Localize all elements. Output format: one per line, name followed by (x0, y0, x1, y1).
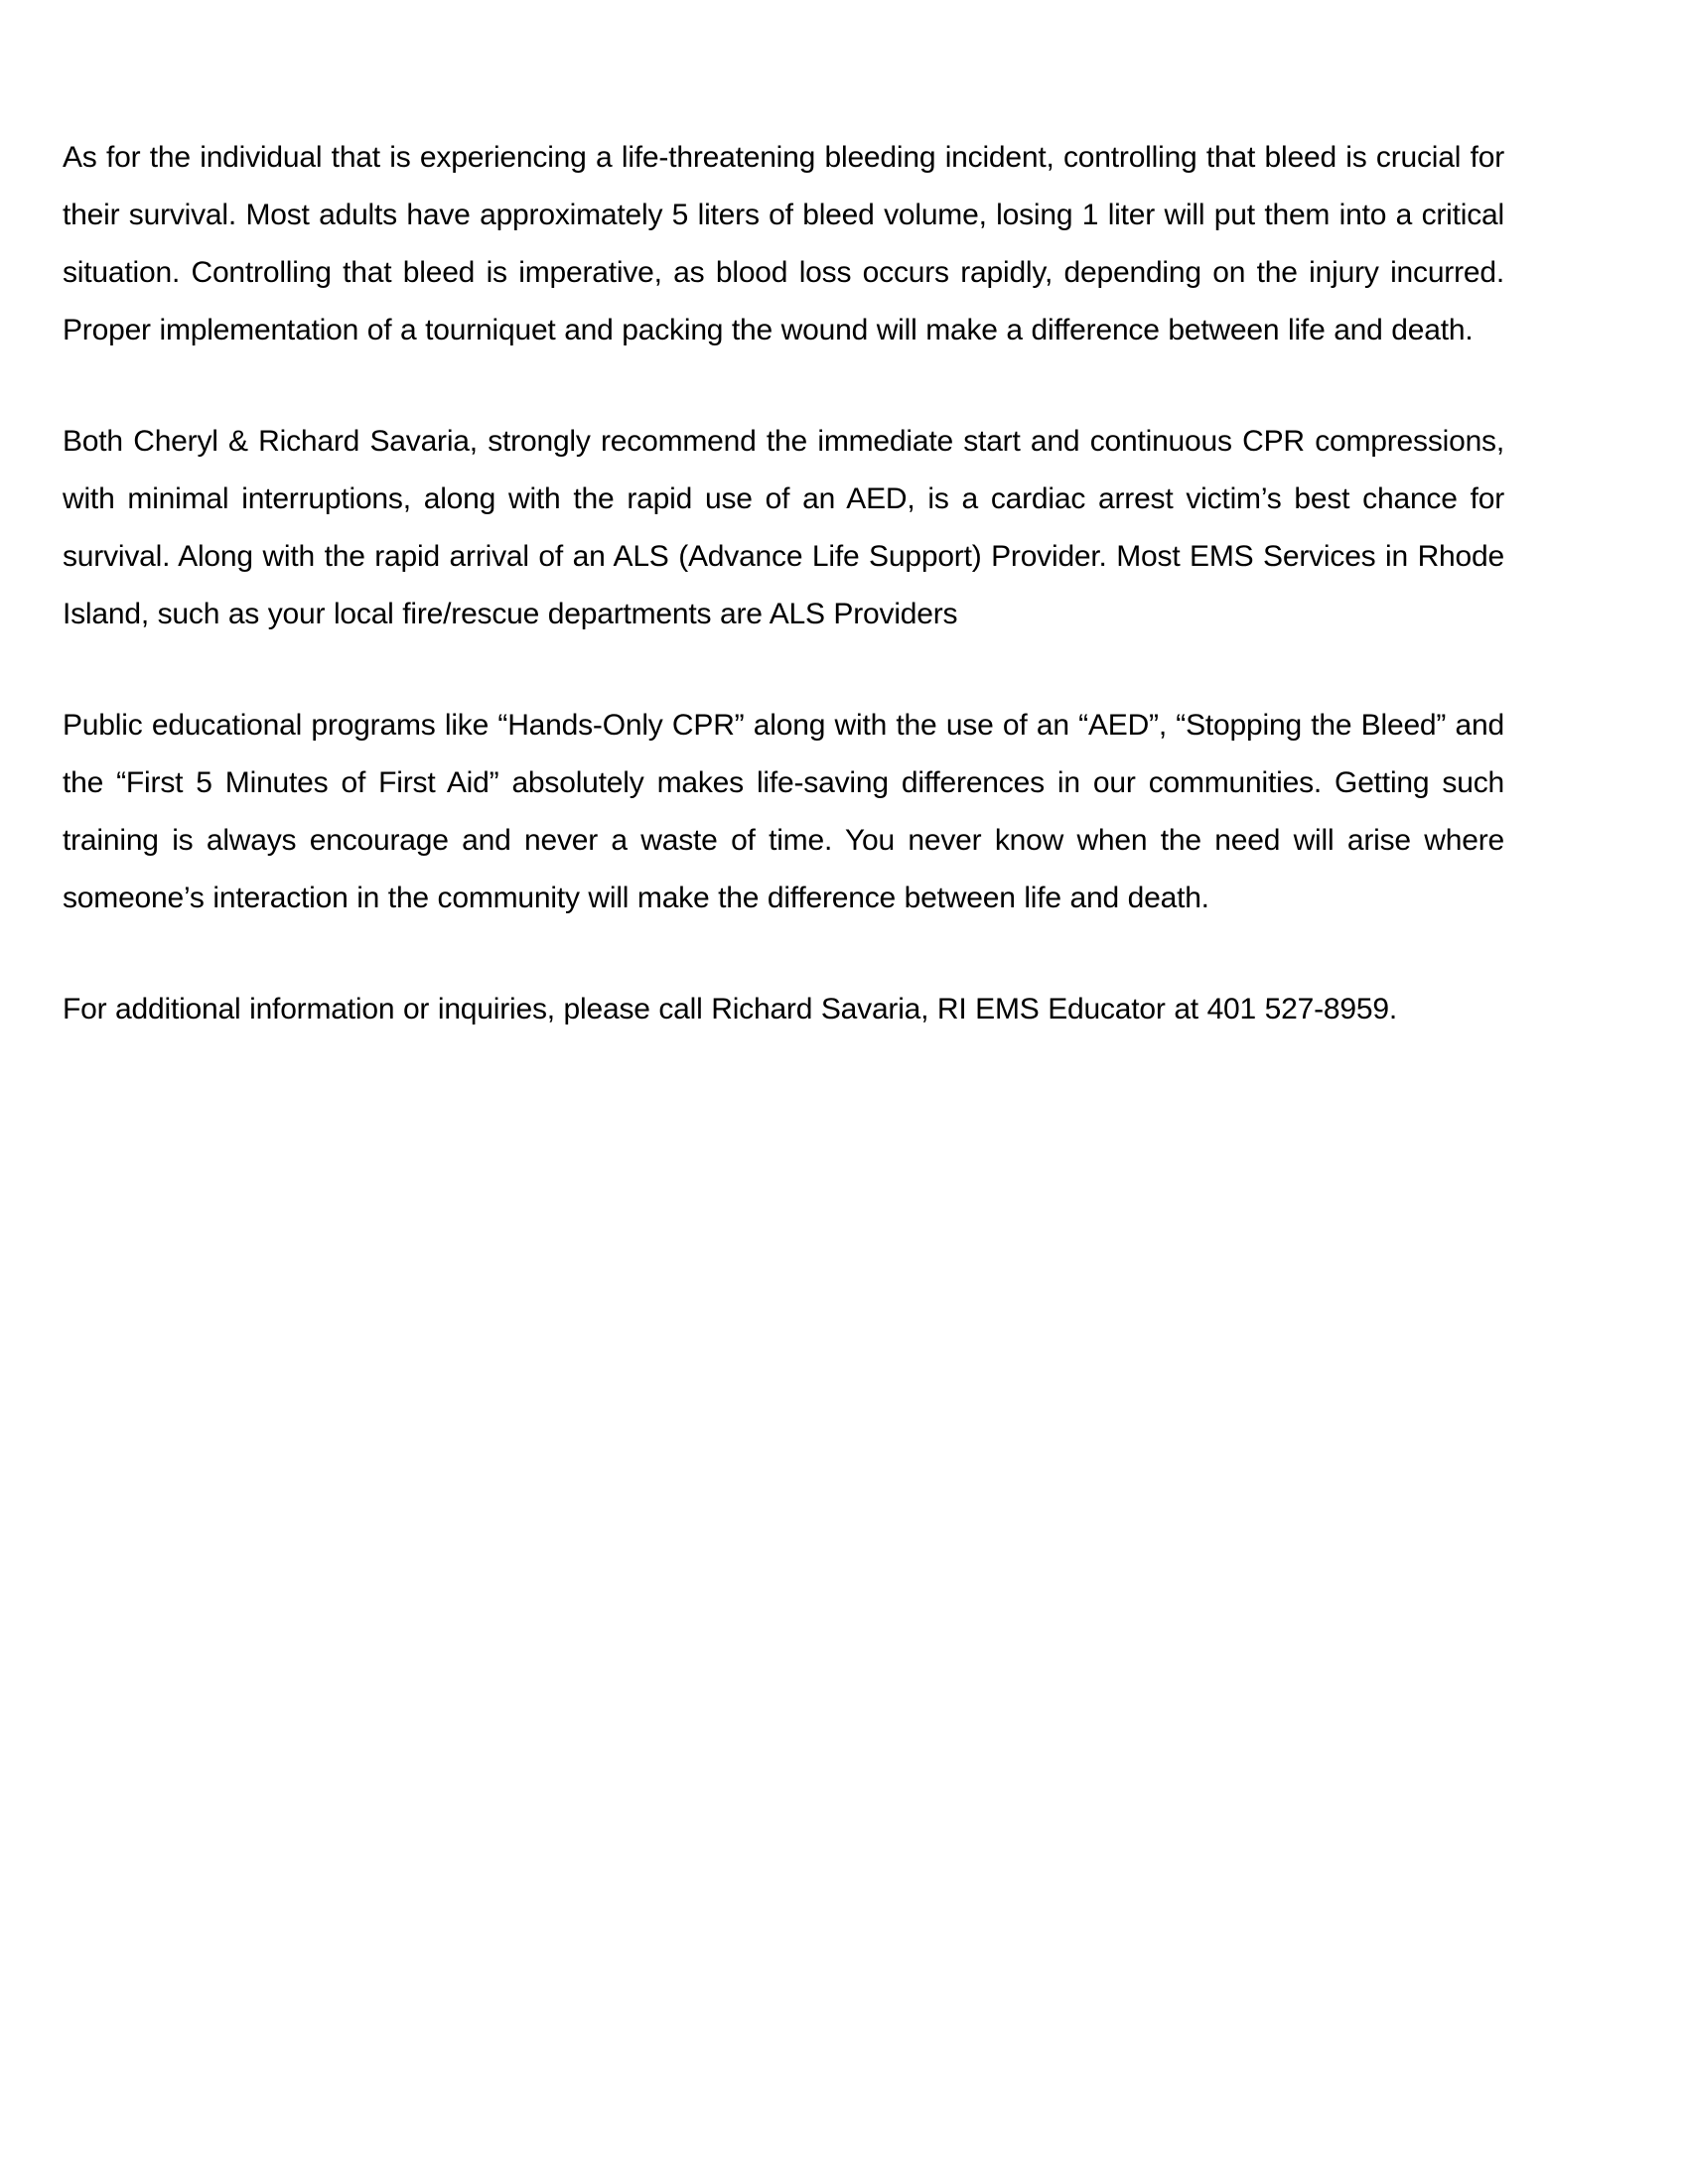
paragraph-bleeding-control: As for the individual that is experiencing a life-threatening bleeding incident, controlling that bleed is crucial for their survival. Most adults have approximately 5 liters of bleed volume, losing 1 liter will put them into a critical situation. Controlling that bleed is imperative, as blood loss occurs rapidly, depending on the injury incurred. Proper implementation of a tourniquet and packing the wound will make a difference between life and death. (63, 141, 1504, 346)
paragraph-public-education-programs: Public educational programs like “Hands-Only CPR” along with the use of an “AED”, “Stopping the Bleed” and the “First 5 Minutes of First Aid” absolutely makes life-saving differences in our communities. Getting such training is always encourage and never a waste of time. You never know when the need will arise where someone’s interaction in the community will make the difference between life and death. (63, 709, 1504, 914)
paragraph-cpr-aed-recommendation: Both Cheryl & Richard Savaria, strongly recommend the immediate start and continuous CPR compressions, with minimal interruptions, along with the rapid use of an AED, is a cardiac arrest victim’s best chance for survival. Along with the rapid arrival of an ALS (Advance Life Support) Provider. Most EMS Services in Rhode Island, such as your local fire/rescue departments are ALS Providers (63, 425, 1504, 630)
paragraph-contact-info: For additional information or inquiries, please call Richard Savaria, RI EMS Educator at 401 527-8959. (63, 993, 1397, 1025)
